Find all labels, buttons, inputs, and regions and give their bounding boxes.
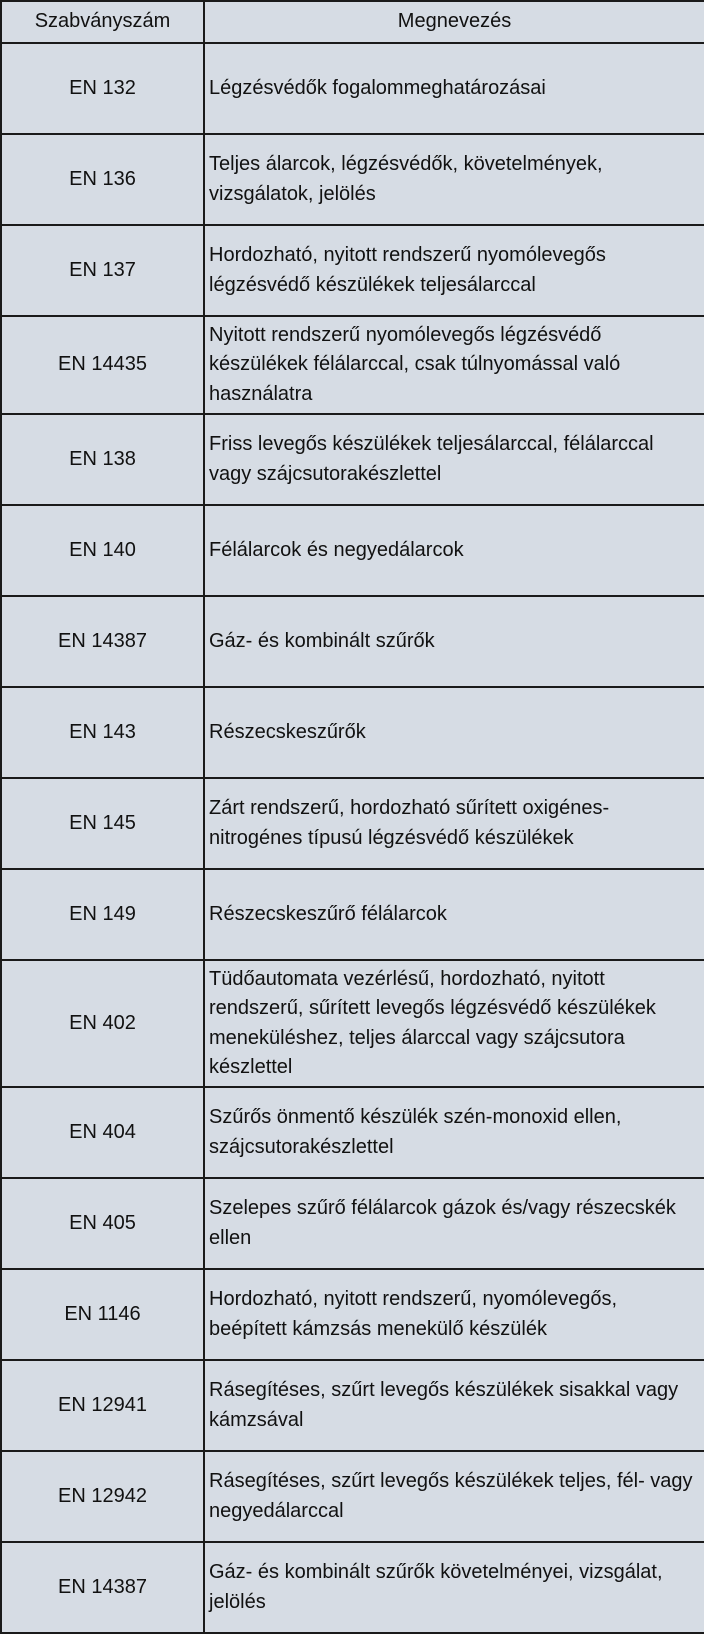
table-row bbox=[1, 1360, 704, 1451]
table-row bbox=[1, 316, 704, 414]
column-header-name: Megnevezés bbox=[204, 1, 704, 43]
standard-code: EN 132 bbox=[1, 43, 204, 134]
standard-name: Szelepes szűrő félálarcok gázok és/vagy részecskék ellen bbox=[204, 1178, 704, 1269]
standard-code: EN 1146 bbox=[1, 1269, 204, 1360]
standard-name: Friss levegős készülékek teljesálarccal, félálarccal vagy szájcsutorakészlettel bbox=[204, 414, 704, 505]
standard-code: EN 14435 bbox=[1, 316, 204, 414]
standard-code: EN 138 bbox=[1, 414, 204, 505]
standard-name: Hordozható, nyitott rendszerű nyomólevegős légzésvédő készülékek teljesálarccal bbox=[204, 225, 704, 316]
standard-code: EN 12941 bbox=[1, 1360, 204, 1451]
standard-code: EN 14387 bbox=[1, 596, 204, 687]
standard-name: Tüdőautomata vezérlésű, hordozható, nyitott rendszerű, sűrített levegős légzésvédő készülékek meneküléshez, teljes álarccal vagy szájcsutora készlettel bbox=[204, 960, 704, 1087]
standard-code: EN 404 bbox=[1, 1087, 204, 1178]
standard-name: Gáz- és kombinált szűrők bbox=[204, 596, 704, 687]
standard-name: Szűrős önmentő készülék szén-monoxid ellen, szájcsutorakészlettel bbox=[204, 1087, 704, 1178]
table-row bbox=[1, 505, 704, 596]
standard-name: Rásegítéses, szűrt levegős készülékek teljes, fél- vagy negyedálarccal bbox=[204, 1451, 704, 1542]
standard-name: Félálarcok és negyedálarcok bbox=[204, 505, 704, 596]
standard-name: Hordozható, nyitott rendszerű, nyomólevegős, beépített kámzsás menekülő készülék bbox=[204, 1269, 704, 1360]
table-row bbox=[1, 778, 704, 869]
standard-code: EN 136 bbox=[1, 134, 204, 225]
standard-name: Gáz- és kombinált szűrők követelményei, vizsgálat, jelölés bbox=[204, 1542, 704, 1633]
table-row bbox=[1, 869, 704, 960]
standard-code: EN 137 bbox=[1, 225, 204, 316]
table-row bbox=[1, 134, 704, 225]
table-row bbox=[1, 43, 704, 134]
table-row bbox=[1, 1542, 704, 1633]
standard-code: EN 12942 bbox=[1, 1451, 204, 1542]
column-header-code: Szabványszám bbox=[1, 1, 204, 43]
table-row bbox=[1, 687, 704, 778]
standard-name: Részecskeszűrők bbox=[204, 687, 704, 778]
standard-code: EN 145 bbox=[1, 778, 204, 869]
table-row bbox=[1, 414, 704, 505]
standard-code: EN 405 bbox=[1, 1178, 204, 1269]
standard-code: EN 143 bbox=[1, 687, 204, 778]
standard-name: Részecskeszűrő félálarcok bbox=[204, 869, 704, 960]
standard-name: Nyitott rendszerű nyomólevegős légzésvédő készülékek félálarccal, csak túlnyomással való használatra bbox=[204, 316, 704, 414]
standard-name: Teljes álarcok, légzésvédők, követelmények, vizsgálatok, jelölés bbox=[204, 134, 704, 225]
standard-name: Légzésvédők fogalommeghatározásai bbox=[204, 43, 704, 134]
table-row bbox=[1, 1178, 704, 1269]
table-row bbox=[1, 1451, 704, 1542]
standard-name: Rásegítéses, szűrt levegős készülékek sisakkal vagy kámzsával bbox=[204, 1360, 704, 1451]
table-row bbox=[1, 960, 704, 1087]
table-row bbox=[1, 1087, 704, 1178]
table-row bbox=[1, 1269, 704, 1360]
table-header-row bbox=[1, 1, 704, 43]
standard-code: EN 149 bbox=[1, 869, 204, 960]
standard-name: Zárt rendszerű, hordozható sűrített oxigénes-nitrogénes típusú légzésvédő készülékek bbox=[204, 778, 704, 869]
table-row bbox=[1, 225, 704, 316]
table-row bbox=[1, 596, 704, 687]
standard-code: EN 14387 bbox=[1, 1542, 204, 1633]
standard-code: EN 402 bbox=[1, 960, 204, 1087]
standard-code: EN 140 bbox=[1, 505, 204, 596]
